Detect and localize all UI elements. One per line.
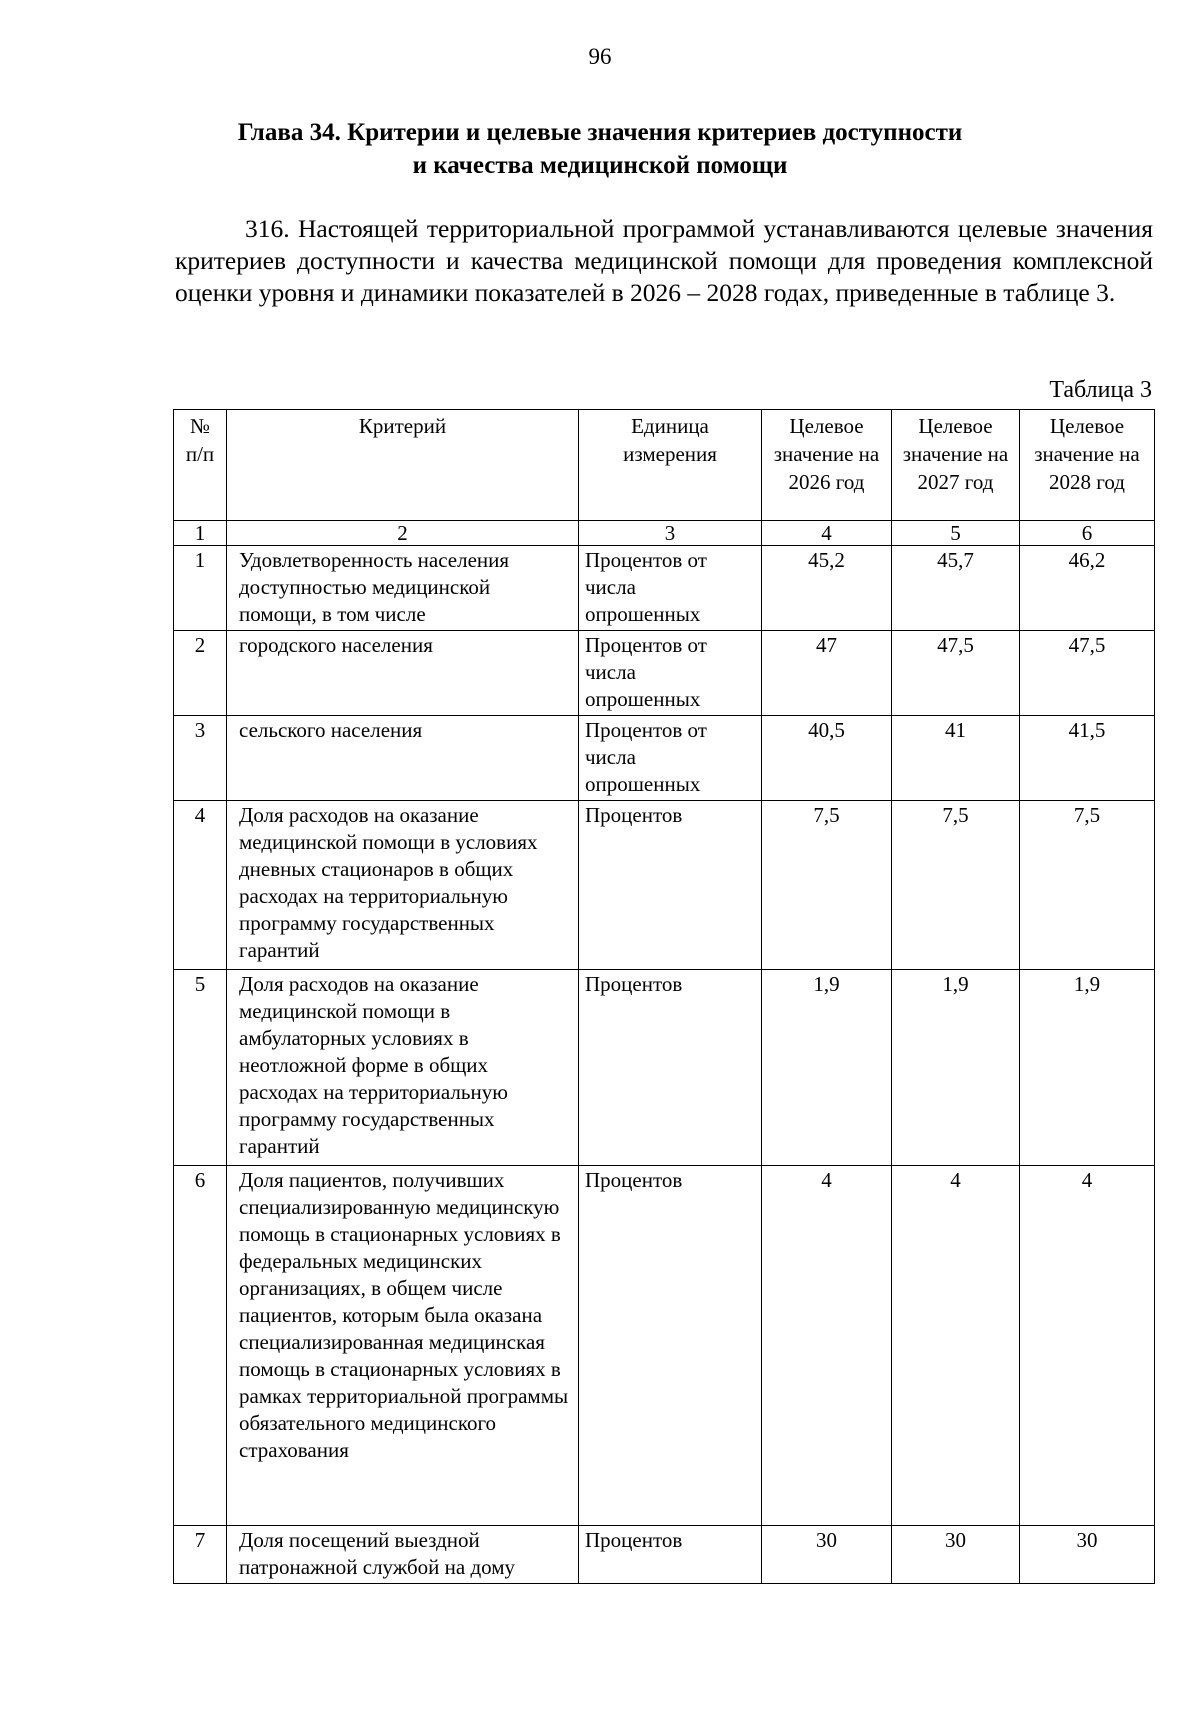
column-number: 1 bbox=[174, 521, 227, 546]
row-num: 2 bbox=[174, 631, 227, 716]
column-number: 3 bbox=[579, 521, 762, 546]
row-value-2026: 7,5 bbox=[762, 801, 892, 970]
intro-paragraph: 316. Настоящей территориальной программой устанавливаются целевые значения критериев доступности и качества медицинской помощи для проведения комплексной оценки уровня и динамики показателей в 2026 – 2028 годах, приведенные в таблице 3. bbox=[175, 214, 1153, 307]
row-value-2026: 4 bbox=[762, 1166, 892, 1526]
row-value-2027: 4 bbox=[892, 1166, 1020, 1526]
row-criterion: Доля расходов на оказание медицинской помощи в условиях дневных стационаров в общих расходах на территориальную программу государственных гарантий bbox=[227, 801, 579, 970]
row-value-2027: 41 bbox=[892, 716, 1020, 801]
row-value-2028: 46,2 bbox=[1020, 546, 1155, 631]
column-number: 6 bbox=[1020, 521, 1155, 546]
row-unit: Процентов от числа опрошенных bbox=[579, 546, 762, 631]
row-num: 5 bbox=[174, 970, 227, 1166]
row-num: 7 bbox=[174, 1526, 227, 1584]
table-header-row bbox=[174, 410, 1155, 521]
row-num: 4 bbox=[174, 801, 227, 970]
row-unit: Процентов от числа опрошенных bbox=[579, 716, 762, 801]
row-criterion: сельского населения bbox=[227, 716, 579, 801]
row-unit: Процентов от числа опрошенных bbox=[579, 631, 762, 716]
row-value-2028: 30 bbox=[1020, 1526, 1155, 1584]
column-number: 5 bbox=[892, 521, 1020, 546]
header-num: № п/п bbox=[174, 410, 227, 521]
header-2026: Целевое значение на 2026 год bbox=[762, 410, 892, 521]
row-value-2027: 7,5 bbox=[892, 801, 1020, 970]
table-row bbox=[174, 631, 1155, 716]
table-row bbox=[174, 716, 1155, 801]
row-unit: Процентов bbox=[579, 801, 762, 970]
table-row bbox=[174, 546, 1155, 631]
column-number: 2 bbox=[227, 521, 579, 546]
row-value-2026: 30 bbox=[762, 1526, 892, 1584]
column-number: 4 bbox=[762, 521, 892, 546]
row-value-2026: 40,5 bbox=[762, 716, 892, 801]
chapter-title-line-1: Глава 34. Критерии и целевые значения критериев доступности bbox=[237, 119, 963, 146]
header-2028: Целевое значение на 2028 год bbox=[1020, 410, 1155, 521]
row-num: 6 bbox=[174, 1166, 227, 1526]
row-value-2028: 47,5 bbox=[1020, 631, 1155, 716]
table-row bbox=[174, 970, 1155, 1166]
row-value-2028: 4 bbox=[1020, 1166, 1155, 1526]
page-number: 96 bbox=[588, 44, 612, 69]
row-value-2028: 41,5 bbox=[1020, 716, 1155, 801]
header-2027: Целевое значение на 2027 год bbox=[892, 410, 1020, 521]
row-value-2027: 1,9 bbox=[892, 970, 1020, 1166]
row-criterion: городского населения bbox=[227, 631, 579, 716]
row-criterion: Доля расходов на оказание медицинской помощи в амбулаторных условиях в неотложной форме в общих расходах на территориальную программу государственных гарантий bbox=[227, 970, 579, 1166]
table-caption: Таблица 3 bbox=[1049, 377, 1152, 403]
row-unit: Процентов bbox=[579, 970, 762, 1166]
chapter-title bbox=[0, 116, 1200, 182]
row-value-2026: 45,2 bbox=[762, 546, 892, 631]
chapter-title-line-2: и качества медицинской помощи bbox=[412, 152, 788, 179]
row-value-2027: 47,5 bbox=[892, 631, 1020, 716]
criteria-table bbox=[173, 409, 1155, 1584]
row-value-2027: 45,7 bbox=[892, 546, 1020, 631]
row-num: 1 bbox=[174, 546, 227, 631]
row-unit: Процентов bbox=[579, 1166, 762, 1526]
row-value-2026: 47 bbox=[762, 631, 892, 716]
row-num: 3 bbox=[174, 716, 227, 801]
table-row bbox=[174, 1166, 1155, 1526]
row-criterion: Доля посещений выездной патронажной службой на дому bbox=[227, 1526, 579, 1584]
row-value-2028: 7,5 bbox=[1020, 801, 1155, 970]
row-value-2026: 1,9 bbox=[762, 970, 892, 1166]
header-unit: Единица измерения bbox=[579, 410, 762, 521]
row-value-2028: 1,9 bbox=[1020, 970, 1155, 1166]
row-criterion: Доля пациентов, получивших специализированную медицинскую помощь в стационарных условиях в федеральных медицинских организациях, в общем числе пациентов, которым была оказана специализированная медицинская помощь в стационарных условиях в рамках территориальной программы обязательного медицинского страхования bbox=[227, 1166, 579, 1526]
table-row bbox=[174, 1526, 1155, 1584]
table-row bbox=[174, 801, 1155, 970]
row-unit: Процентов bbox=[579, 1526, 762, 1584]
row-criterion: Удовлетворенность населения доступностью медицинской помощи, в том числе bbox=[227, 546, 579, 631]
column-number-row bbox=[174, 521, 1155, 546]
row-value-2027: 30 bbox=[892, 1526, 1020, 1584]
header-criterion: Критерий bbox=[227, 410, 579, 521]
